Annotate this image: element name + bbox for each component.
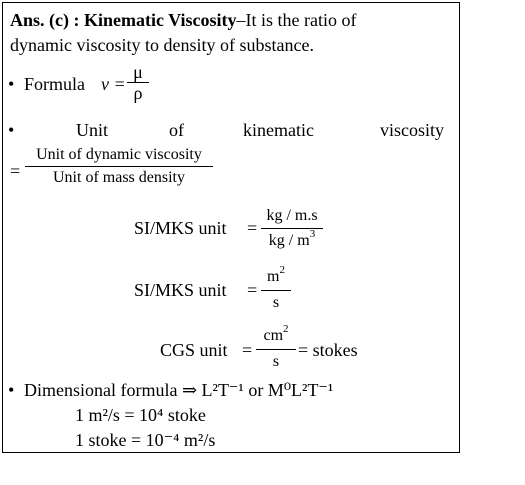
formula-fraction — [127, 62, 149, 103]
si-unit-2-num-exponent: 2 — [279, 264, 285, 276]
si-unit-1-equals: = — [247, 218, 258, 238]
unit-word-3: kinematic — [243, 120, 314, 140]
si-unit-2-numerator: $m^2$ — [267, 264, 285, 285]
unit-word-1: Unit — [76, 120, 109, 140]
dimensional-bullet: • — [8, 380, 15, 400]
conversion-line-2: 1 stoke = 10⁻⁴ m²/s — [75, 430, 216, 450]
unit-ratio-fraction — [25, 144, 213, 189]
definition-line-2: dynamic viscosity to density of substance. — [10, 35, 314, 55]
si-unit-1-den-exponent: 3 — [309, 228, 316, 240]
si-unit-1-label: SI/MKS unit — [134, 218, 227, 238]
unit-ratio-denominator: Unit of mass density — [53, 169, 185, 186]
cgs-unit-fraction — [256, 324, 296, 374]
definition-line-1: –It is the ratio of — [236, 10, 357, 30]
formula-bullet: • — [8, 74, 15, 94]
unit-word-2: of — [169, 120, 184, 140]
si-unit-1-numerator: kg / m.s — [266, 207, 318, 224]
cgs-unit-equals: = — [242, 340, 253, 360]
unit-word-4: viscosity — [380, 120, 445, 140]
si-unit-1-denominator: kg / $m^3$ — [268, 228, 316, 249]
answer-topic: Kinematic Viscosity — [84, 10, 237, 30]
formula-denominator: ρ — [133, 83, 143, 103]
answer-heading-line — [10, 9, 356, 31]
unit-ratio-equals: = — [10, 161, 21, 181]
si-unit-1-fraction — [261, 204, 323, 254]
cgs-unit-numerator: $cm^2$ — [263, 323, 289, 344]
cgs-unit-denominator: s — [272, 353, 280, 370]
formula-numerator: μ — [133, 62, 143, 82]
cgs-unit-num-exponent: 2 — [283, 323, 289, 335]
unit-bullet: • — [8, 120, 15, 140]
si-unit-2-denominator: s — [272, 294, 280, 311]
si-unit-2-label: SI/MKS unit — [134, 280, 227, 300]
si-unit-2-equals: = — [247, 280, 258, 300]
conversion-line-1: 1 m²/s = 10⁴ stoke — [75, 405, 206, 425]
formula-lhs: v = — [101, 74, 126, 94]
unit-ratio-numerator: Unit of dynamic viscosity — [36, 146, 202, 163]
si-unit-2-fraction — [261, 265, 291, 315]
answer-prefix: Ans. (c) : — [10, 10, 80, 30]
cgs-unit-label: CGS unit — [160, 340, 228, 360]
cgs-unit-result: = stokes — [298, 340, 358, 360]
formula-label: Formula — [24, 74, 85, 94]
dimensional-formula: Dimensional formula ⇒ L²T⁻¹ or M⁰L²T⁻¹ — [24, 380, 334, 400]
answer-box — [2, 2, 460, 453]
